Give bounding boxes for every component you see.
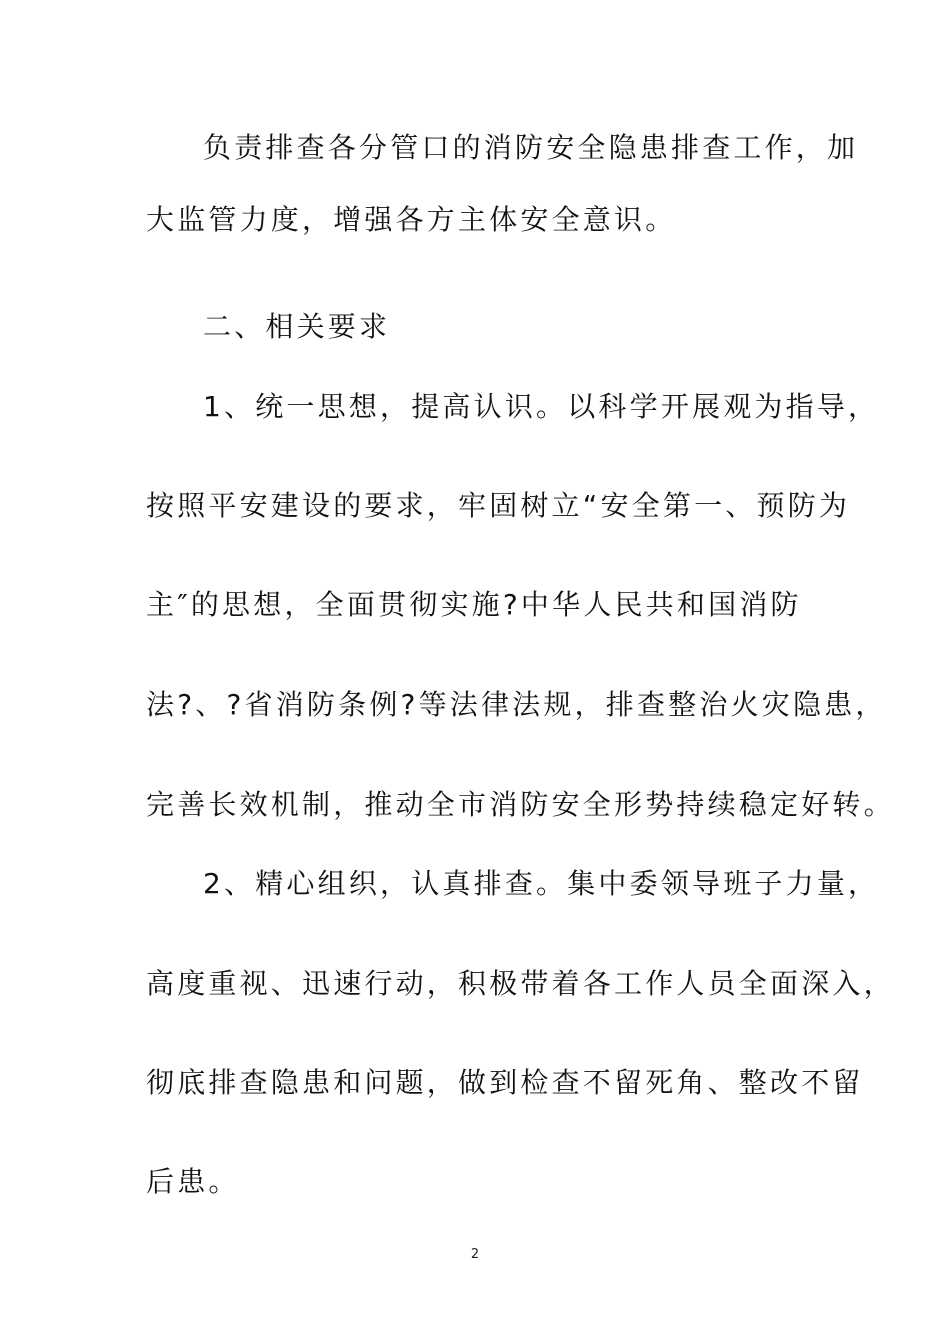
paragraph-line: 负责排查各分管口的消防安全隐患排查工作，加 [203,131,859,164]
paragraph-line: 主″的思想，全面贯彻实施?中华人民共和国消防 [146,588,802,621]
page-number: 2 [470,1247,480,1262]
paragraph-line: 后患。 [146,1165,240,1198]
paragraph-line: 完善长效机制，推动全市消防安全形势持续稳定好转。 [146,788,895,821]
paragraph-line: 1、统一思想，提高认识。以科学开展观为指导， [203,390,880,423]
paragraph-line: 按照平安建设的要求，牢固树立“安全第一、预防为 [146,489,851,522]
paragraph-line: 高度重视、迅速行动，积极带着各工作人员全面深入， [146,967,895,1000]
section-heading: 二、相关要求 [203,310,391,343]
paragraph-line: 彻底排查隐患和问题，做到检查不留死角、整改不留 [146,1066,864,1099]
paragraph-line: 2、精心组织，认真排查。集中委领导班子力量， [203,867,880,900]
paragraph-line: 大监管力度，增强各方主体安全意识。 [146,203,677,236]
paragraph-line: 法?、?省消防条例?等法律法规，排查整治火灾隐患， [146,688,887,721]
